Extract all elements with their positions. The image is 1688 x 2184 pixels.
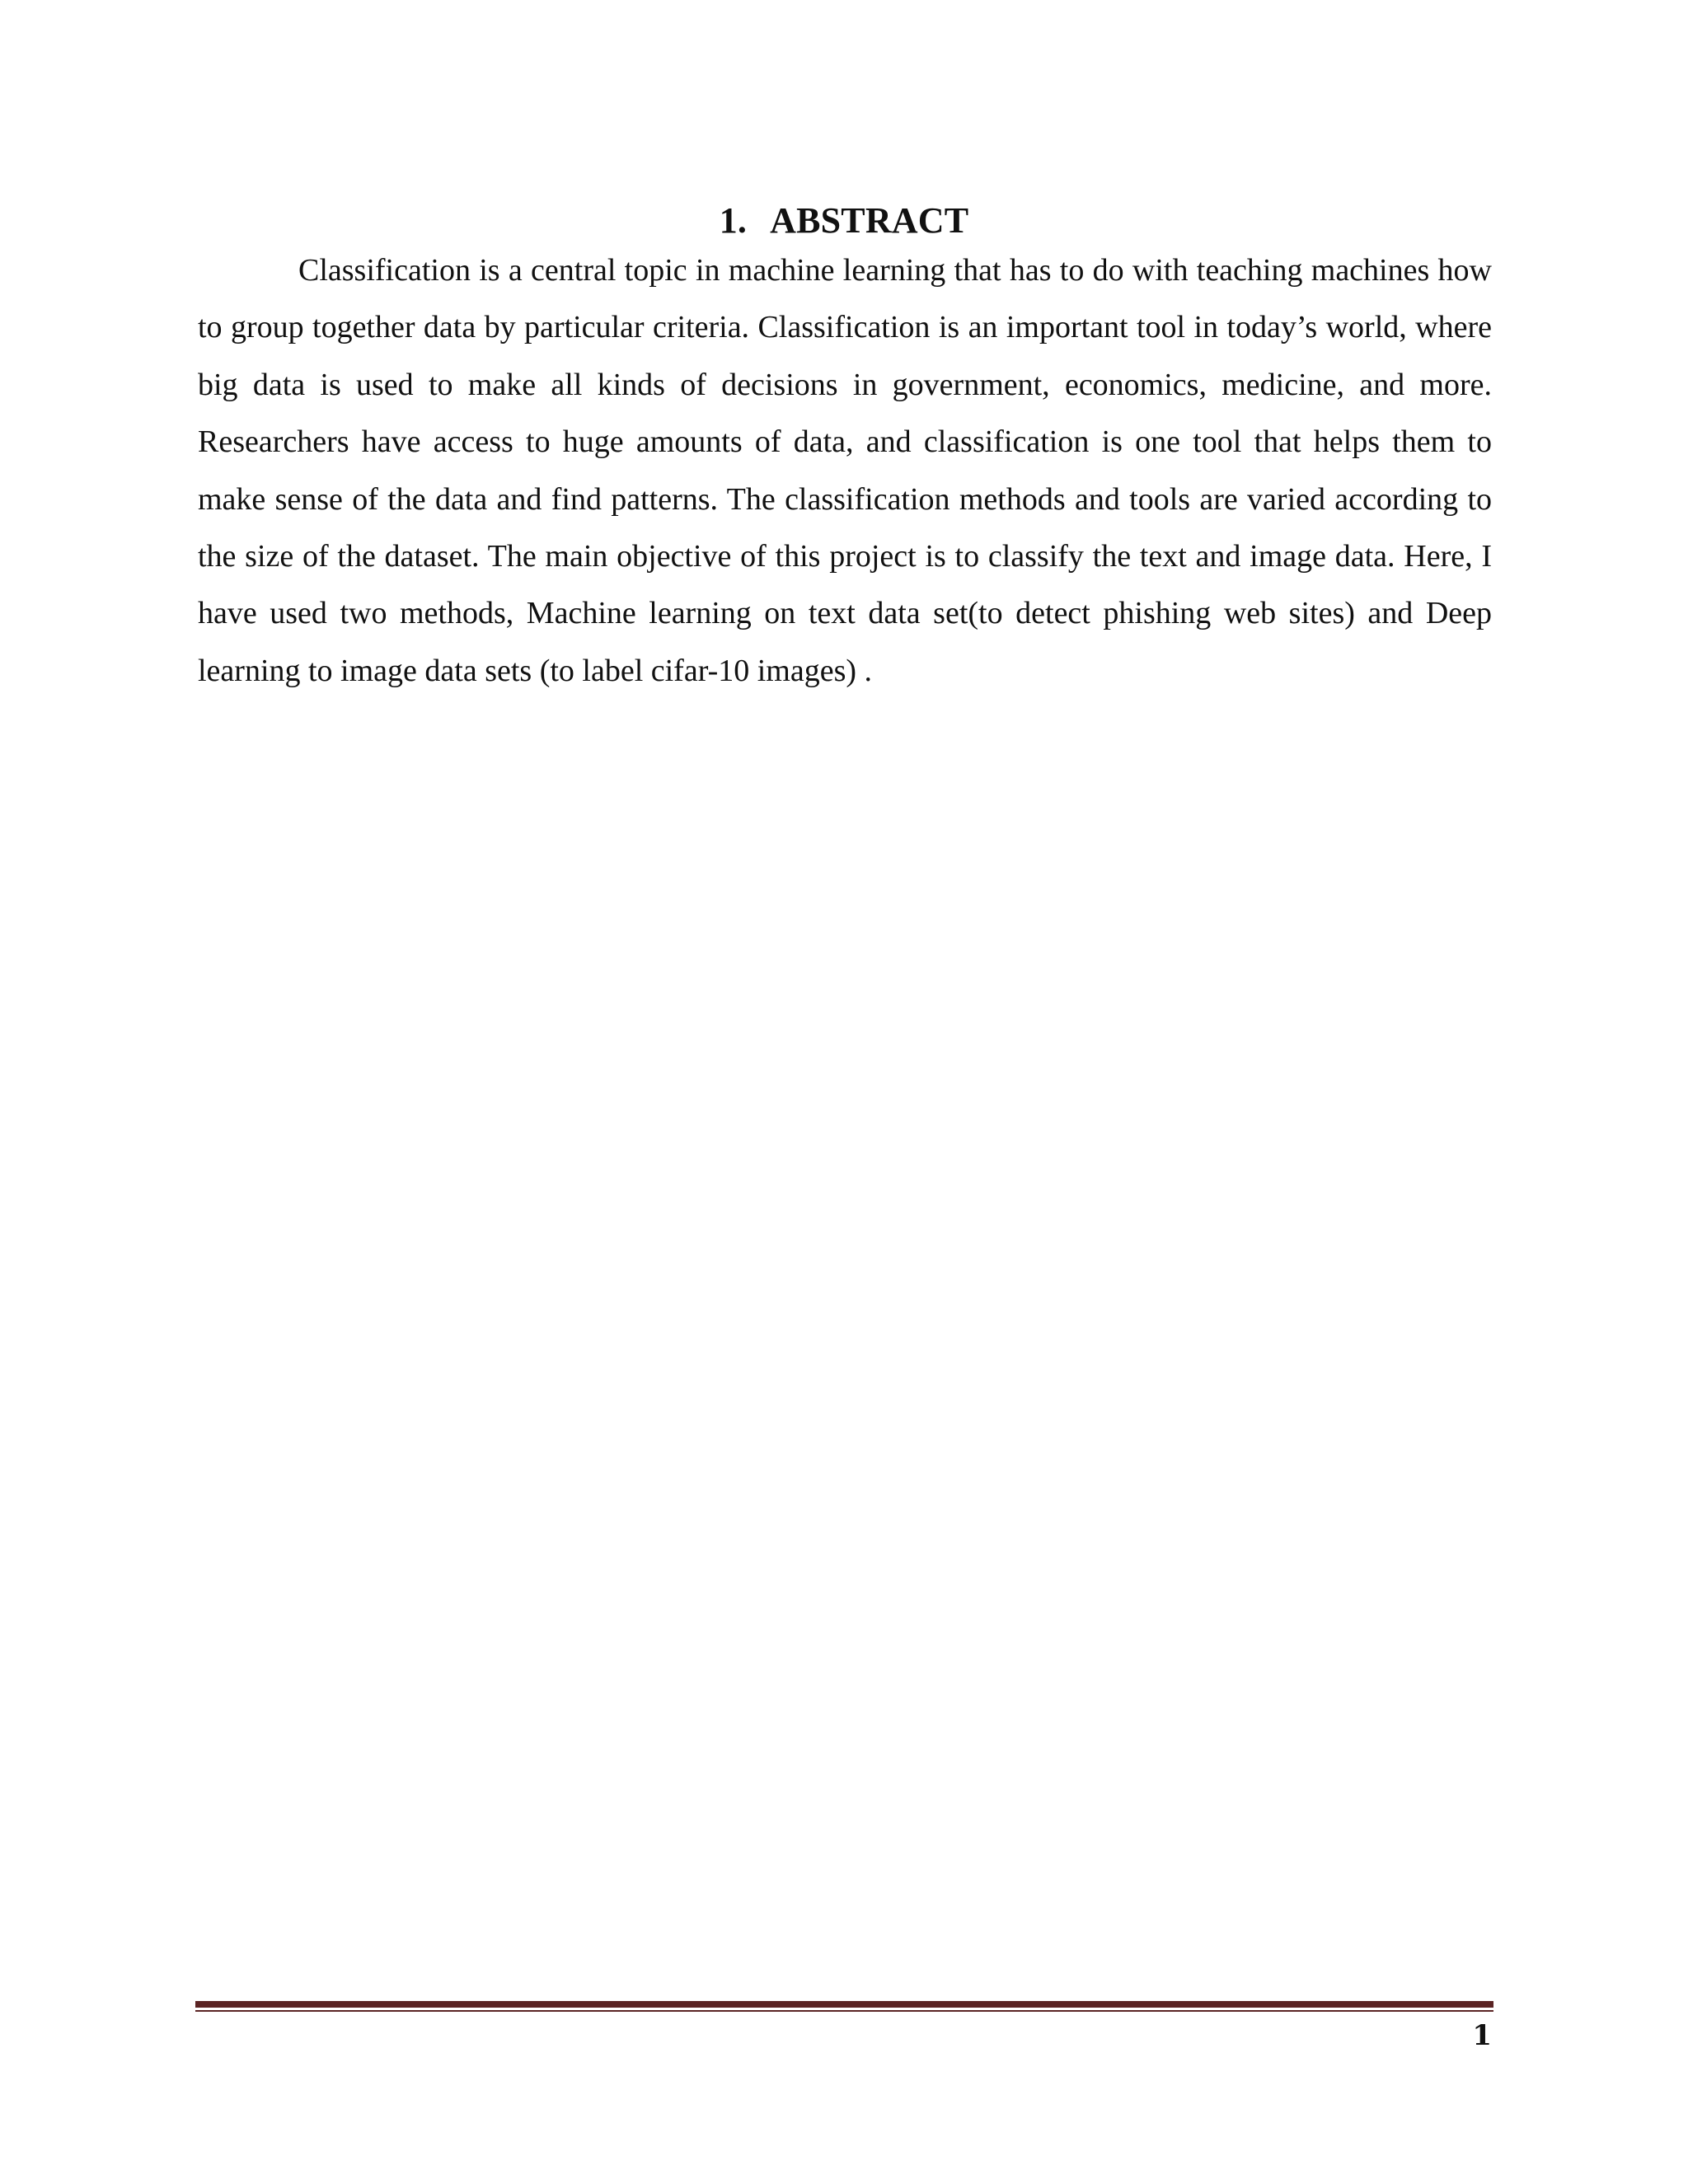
abstract-paragraph: Classification is a central topic in machine learning that has to do with teaching machines how to group together data by particular criteria. Classification is an important tool in today’s world, where big data is used to make all kinds of decisions in government, economics, medicine, and more. Researchers have access to huge amounts of data, and classification is one tool that helps them to make sense of the data and find patterns. The classification methods and tools are varied according to the size of the dataset. The main objective of this project is to classify the text and image data. Here, I have used two methods, Machine learning on text data set(to detect phishing web sites) and Deep learning to image data sets (to label cifar-10 images) . [198, 253, 1492, 688]
footer-rule-thick [195, 2001, 1493, 2008]
footer-rule [195, 2001, 1493, 2013]
section-heading [0, 194, 1688, 248]
page-number: 1 [1472, 2019, 1492, 2052]
footer-rule-thin [195, 2010, 1493, 2012]
section-title: ABSTRACT [770, 200, 969, 241]
section-number: 1. [719, 200, 748, 241]
